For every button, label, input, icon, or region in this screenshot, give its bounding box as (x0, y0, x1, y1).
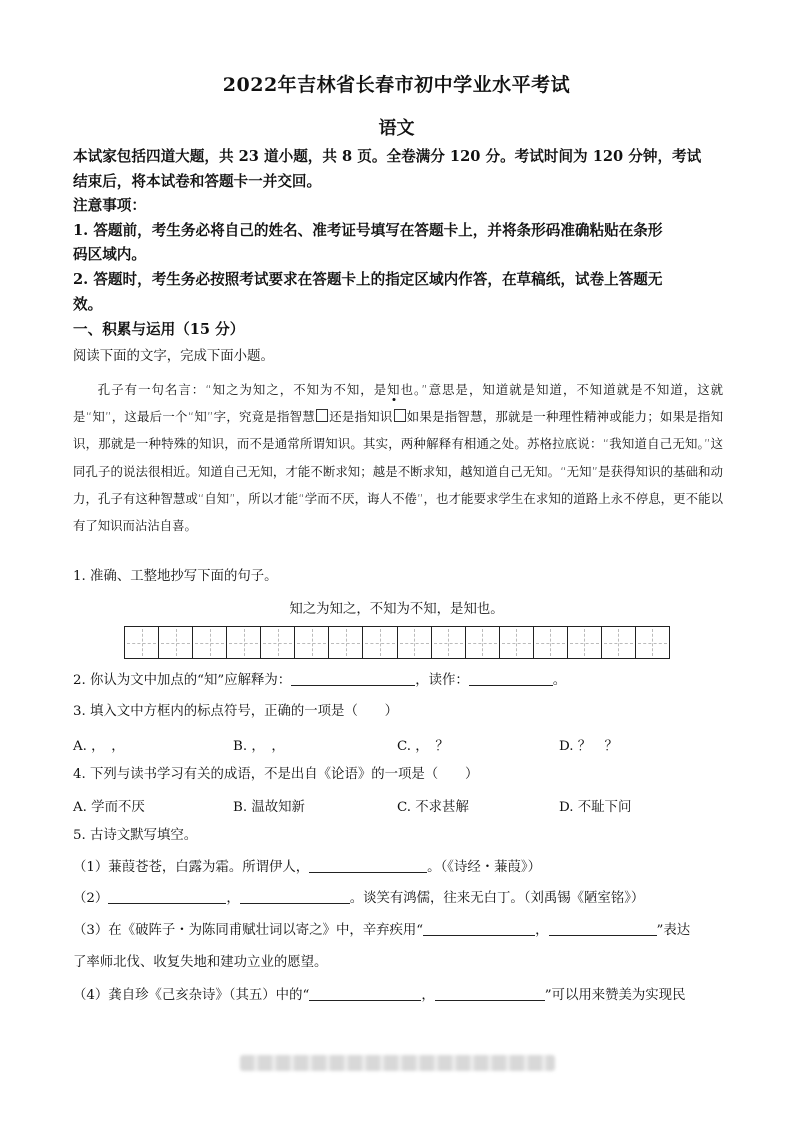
grid-cell[interactable] (432, 627, 466, 658)
grid-cell[interactable] (193, 627, 227, 658)
grid-cell[interactable] (568, 627, 602, 658)
question-3-options (73, 735, 723, 755)
q5-text: ， (535, 923, 549, 938)
option-d[interactable]: D. ？ ？ (559, 739, 618, 754)
q5-text: （4）龚自珍《己亥杂诗》（其五）中的“ (73, 988, 310, 1003)
passage-text: 如果是指智慧，那就是一种理性精神或能力；如果是指知识，那就是一种特殊的知识，而不是通常所谓知识。其实，两种解释有相通之处。苏格拉底说：“我知道自己无知。”这同孔子的说法很相近。知道自己无知，才能不断求知；越是不断求知，越知道自己无知。“无知”是获得知识的基础和动力，孔子有这种智慧或“自知”，所以才能“学而不厌，诲人不倦”，也才能要求学生在求知的道路上永不停息，更不能以有了知识而沾沾自喜。 (73, 409, 724, 534)
dotted-character: 知 (387, 382, 401, 397)
answer-blank[interactable] (309, 986, 421, 1001)
grid-cell[interactable] (398, 627, 432, 658)
grid-cell[interactable] (602, 627, 636, 658)
q5-text: （2） (73, 891, 109, 906)
q5-item-4 (73, 986, 723, 1006)
question-4: 4. 下列与读书学习有关的成语，不是出自《论语》的一项是（ ） (73, 767, 479, 782)
option-c[interactable]: C. ， ？ (397, 739, 449, 754)
grid-cell[interactable] (363, 627, 397, 658)
answer-blank[interactable] (549, 921, 657, 936)
notice-item: 码区域内。 (73, 246, 146, 264)
reading-passage (73, 376, 723, 539)
q5-item-2 (73, 889, 723, 909)
answer-blank[interactable] (423, 921, 535, 936)
intro-line: 结束后，将本试卷和答题卡一并交回。 (73, 172, 322, 190)
answer-blank[interactable] (240, 889, 350, 904)
q5-text: 。（《诗经・蒹葭》） (427, 860, 541, 875)
punctuation-box (394, 409, 406, 422)
subject-title: 语文 (378, 118, 415, 139)
q5-item-3 (73, 921, 723, 941)
grid-cell[interactable] (636, 627, 669, 658)
option-b[interactable]: B. ， ， (233, 739, 285, 754)
question-2 (73, 671, 723, 691)
answer-blank[interactable] (108, 889, 226, 904)
passage-text: 还是指知识 (328, 409, 393, 425)
grid-cell[interactable] (227, 627, 261, 658)
q5-text: ， (421, 988, 435, 1003)
q5-item-1 (73, 858, 723, 878)
question-4-options (73, 796, 723, 816)
writing-grid[interactable] (124, 626, 670, 659)
question-2-middle: ，读作： (415, 673, 469, 688)
q5-item-3-cont: 了率师北伐、收复失地和建功立业的愿望。 (73, 955, 328, 970)
passage-text: 孔子有一句名言：“知之为知之，不知为不知，是 (97, 382, 388, 397)
grid-cell[interactable] (261, 627, 295, 658)
question-2-suffix: 。 (552, 673, 567, 688)
section-heading: 一、积累与运用（15 分） (73, 321, 245, 338)
grid-cell[interactable] (159, 627, 193, 658)
answer-blank[interactable] (291, 671, 415, 686)
grid-cell[interactable] (534, 627, 568, 658)
option-d[interactable]: D. 不耻下问 (559, 800, 632, 815)
copy-sentence: 知之为知之，不知为不知，是知也。 (289, 602, 504, 617)
answer-blank[interactable] (435, 986, 545, 1001)
q5-text: （3）在《破阵子・为陈同甫赋壮词以寄之》中，辛弃疾用“ (73, 923, 424, 938)
grid-cell[interactable] (466, 627, 500, 658)
grid-cell[interactable] (500, 627, 534, 658)
intro-line: 本试家包括四道大题，共 23 道小题，共 8 页。全卷满分 120 分。考试时间为 120 分钟，考试 (73, 148, 702, 165)
answer-blank[interactable] (469, 671, 553, 686)
punctuation-box (316, 409, 328, 422)
grid-cell[interactable] (295, 627, 329, 658)
notice-item: 2. 答题时，考生务必按照考试要求在答题卡上的指定区域内作答，在草稿纸，试卷上答题无 (73, 270, 663, 288)
q5-text: ”表达 (656, 923, 691, 938)
question-2-prefix: 2. 你认为文中加点的“知”应解释为： (73, 673, 292, 688)
notice-item: 效。 (73, 295, 103, 313)
q5-text: （1）蒹葭苍苍，白露为霜。所谓伊人， (73, 860, 310, 875)
notice-item: 1. 答题前，考生务必将自己的姓名、准考证号填写在答题卡上，并将条形码准确粘贴在条形 (73, 221, 663, 239)
exam-title: 2022年吉林省长春市初中学业水平考试 (222, 74, 571, 96)
option-a[interactable]: A. ， ， (73, 739, 125, 754)
q5-text: ， (226, 891, 240, 906)
question-1: 1. 准确、工整地抄写下面的句子。 (73, 569, 278, 584)
question-5: 5. 古诗文默写填空。 (73, 828, 198, 843)
blurred-footer-watermark (240, 1055, 555, 1071)
passage-text: 也。”意思是，知道就是知道，不知道就是不知道，这就是“知”，这最后一个“知”字，究竟是指智慧 (73, 382, 724, 425)
q5-text: ”可以用来赞美为实现民 (544, 988, 686, 1003)
section-instruction: 阅读下面的文字，完成下面小题。 (73, 349, 274, 364)
answer-blank[interactable] (309, 858, 427, 873)
question-3: 3. 填入文中方框内的标点符号，正确的一项是（ ） (73, 704, 399, 719)
option-c[interactable]: C. 不求甚解 (397, 800, 469, 815)
intro-block (73, 145, 723, 317)
grid-cell[interactable] (125, 627, 159, 658)
grid-cell[interactable] (329, 627, 363, 658)
option-b[interactable]: B. 温故知新 (233, 800, 305, 815)
option-a[interactable]: A. 学而不厌 (73, 800, 145, 815)
q5-text: 。谈笑有鸿儒，往来无白丁。（刘禹锡《陋室铭》） (349, 891, 645, 906)
notice-heading: 注意事项： (73, 197, 146, 215)
